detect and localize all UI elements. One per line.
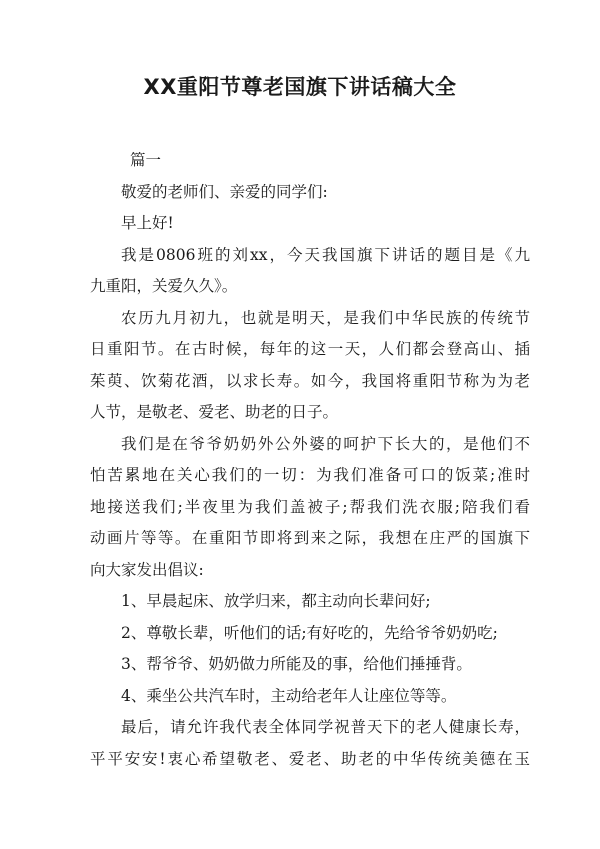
- paragraph-line: 我是0806班的刘xx，今天我国旗下讲话的题目是《九: [121, 245, 530, 264]
- document-body: [90, 145, 530, 775]
- greeting-line: 敬爱的老师们、亲爱的同学们:: [121, 182, 328, 201]
- paragraph-line: 平平安安!衷心希望敬老、爱老、助老的中华传统美德在玉: [90, 749, 530, 768]
- paragraph-line: 最后，请允许我代表全体同学祝普天下的老人健康长寿，: [121, 718, 530, 736]
- paragraph-line: 日重阳节。在古时候，每年的这一天，人们都会登高山、插: [90, 340, 530, 358]
- paragraph-line: 怕苦累地在关心我们的一切：为我们准备可口的饭菜;准时: [90, 466, 530, 484]
- paragraph-line: 人节，是敬老、爱老、助老的日子。: [90, 403, 339, 421]
- list-item: 1、早晨起床、放学归来，都主动向长辈问好;: [121, 592, 431, 610]
- list-item: 2、尊敬长辈，听他们的话;有好吃的，先给爷爷奶奶吃;: [121, 623, 498, 642]
- section-heading: 篇一: [130, 151, 162, 169]
- paragraph-line: 农历九月初九，也就是明天，是我们中华民族的传统节: [121, 308, 530, 327]
- greeting-line: 早上好!: [121, 214, 174, 232]
- paragraph-line: 九重阳，关爱久久》。: [90, 277, 238, 295]
- paragraph-line: 向大家发出倡议:: [90, 560, 204, 579]
- list-item: 4、乘坐公共汽车时，主动给老年人让座位等等。: [121, 686, 457, 705]
- document-title: XX重阳节尊老国旗下讲话稿大全: [143, 75, 457, 99]
- paragraph-line: 茱萸、饮菊花酒，以求长寿。如今，我国将重阳节称为为老: [90, 371, 530, 390]
- paragraph-line: 我们是在爷爷奶奶外公外婆的呵护下长大的，是他们不: [121, 434, 530, 453]
- paragraph-line: 动画片等等。在重阳节即将到来之际，我想在庄严的国旗下: [90, 529, 530, 547]
- list-item: 3、帮爷爷、奶奶做力所能及的事，给他们捶捶背。: [121, 655, 472, 673]
- paragraph-line: 地接送我们;半夜里为我们盖被子;帮我们洗衣服;陪我们看: [90, 497, 530, 516]
